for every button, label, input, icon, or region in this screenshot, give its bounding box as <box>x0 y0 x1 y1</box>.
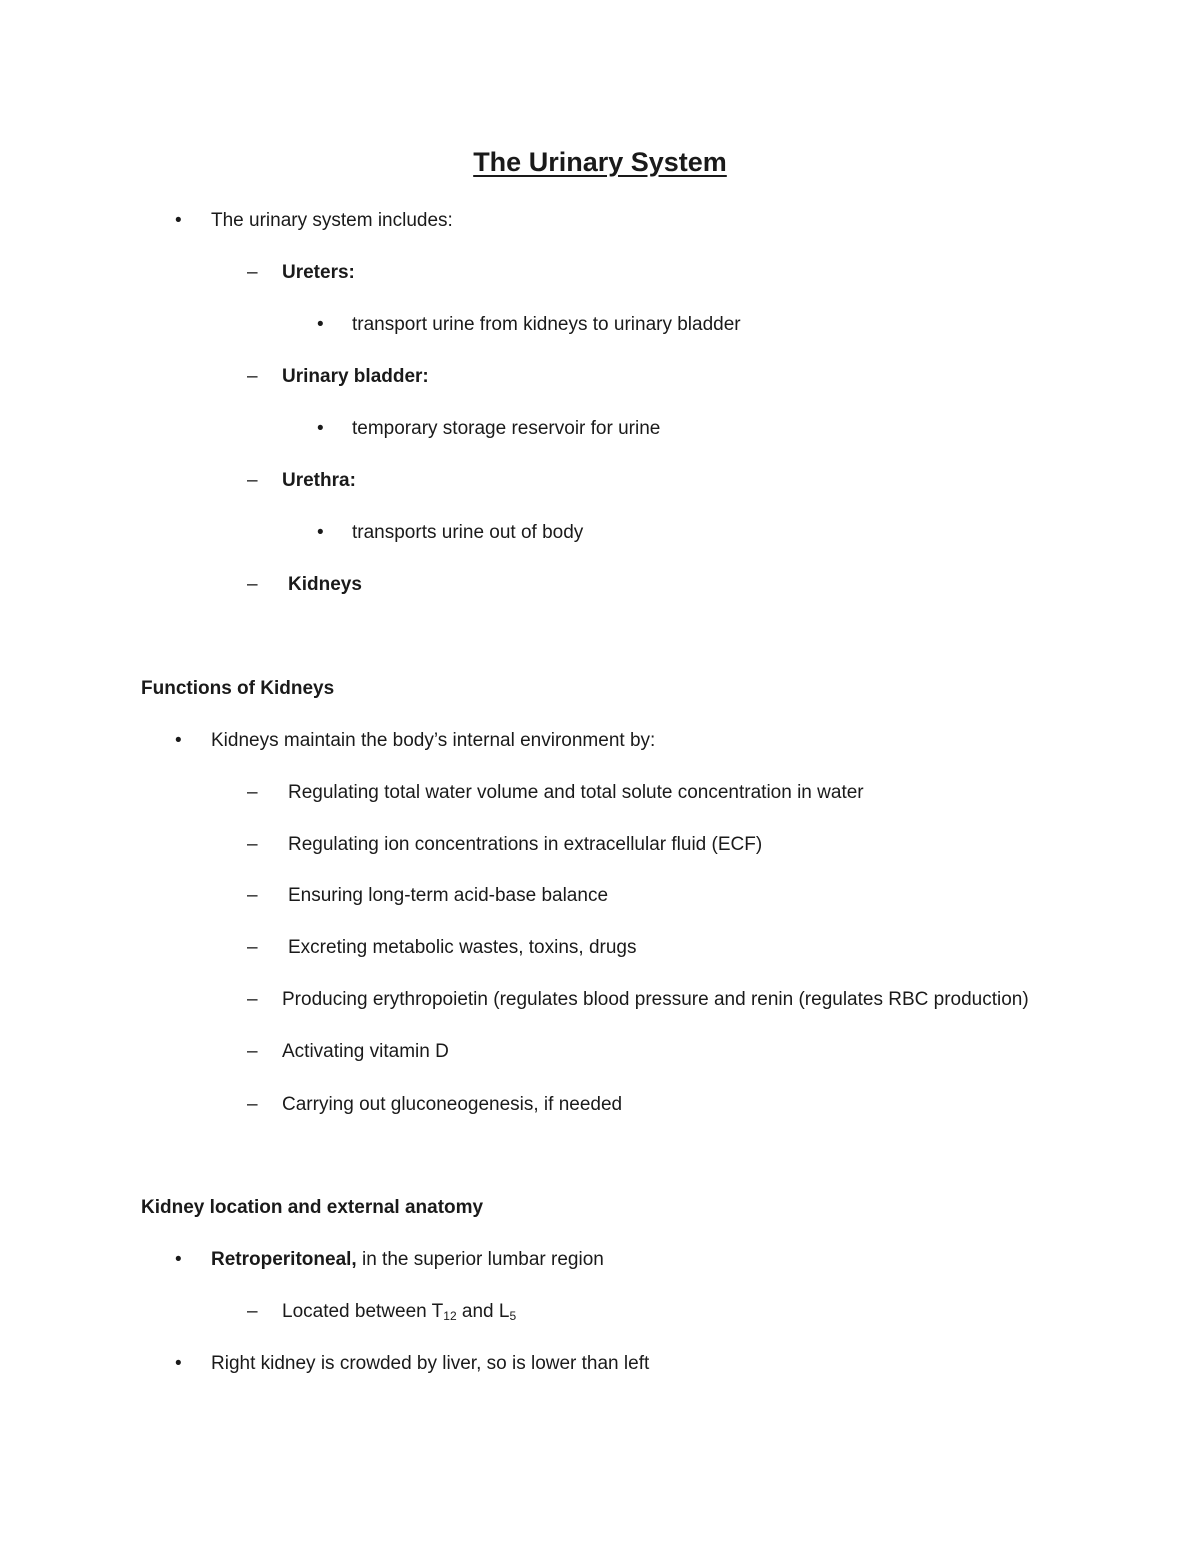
bullet-marker: • <box>317 314 324 335</box>
function-item: Activating vitamin D <box>282 1041 449 1062</box>
page-title: The Urinary System <box>473 147 727 177</box>
retroperitoneal-line <box>211 1248 604 1272</box>
function-item: Excreting metabolic wastes, toxins, drugs <box>288 937 637 958</box>
bullet-marker: • <box>175 1353 182 1374</box>
dash-marker: – <box>247 1301 258 1322</box>
dash-marker: – <box>247 1094 258 1115</box>
vertebra-location-line <box>282 1300 516 1324</box>
kidneys-label: Kidneys <box>288 574 362 595</box>
function-item: Regulating ion concentrations in extracellular fluid (ECF) <box>288 834 763 855</box>
retroperitoneal-rest: in the superior lumbar region <box>356 1249 604 1270</box>
function-item: Regulating total water volume and total solute concentration in water <box>288 782 864 803</box>
l5-subscript: 5 <box>509 1309 517 1323</box>
ureters-description: transport urine from kidneys to urinary bladder <box>352 314 741 335</box>
dash-marker: – <box>247 470 258 491</box>
function-item: Ensuring long-term acid-base balance <box>288 885 609 906</box>
location-heading: Kidney location and external anatomy <box>141 1197 484 1218</box>
dash-marker: – <box>247 989 258 1010</box>
bladder-description: temporary storage reservoir for urine <box>352 418 661 439</box>
bullet-marker: • <box>317 418 324 439</box>
right-kidney-line: Right kidney is crowded by liver, so is lower than left <box>211 1353 650 1374</box>
bullet-marker: • <box>317 522 324 543</box>
dash-marker: – <box>247 782 258 803</box>
ureters-label: Ureters: <box>282 262 355 283</box>
dash-marker: – <box>247 937 258 958</box>
function-item: Carrying out gluconeogenesis, if needed <box>282 1094 623 1115</box>
bullet-marker: • <box>175 1249 182 1270</box>
bullet-marker: • <box>175 730 182 751</box>
functions-heading: Functions of Kidneys <box>141 678 335 699</box>
dash-marker: – <box>247 366 258 387</box>
urethra-label: Urethra: <box>282 470 356 491</box>
function-item: Producing erythropoietin (regulates blood pressure and renin (regulates RBC production) <box>282 989 1029 1010</box>
urethra-description: transports urine out of body <box>352 522 584 543</box>
bullet-marker: • <box>175 210 182 231</box>
located-prefix: Located between T <box>282 1301 444 1322</box>
retroperitoneal-label: Retroperitoneal, <box>211 1249 357 1270</box>
dash-marker: – <box>247 1041 258 1062</box>
located-mid: and L <box>456 1301 510 1322</box>
t12-subscript: 12 <box>443 1309 457 1323</box>
bladder-label: Urinary bladder: <box>282 366 429 387</box>
urinary-system-intro: The urinary system includes: <box>211 210 453 231</box>
functions-intro: Kidneys maintain the body’s internal environment by: <box>211 730 656 751</box>
dash-marker: – <box>247 885 258 906</box>
dash-marker: – <box>247 834 258 855</box>
dash-marker: – <box>247 574 258 595</box>
dash-marker: – <box>247 262 258 283</box>
